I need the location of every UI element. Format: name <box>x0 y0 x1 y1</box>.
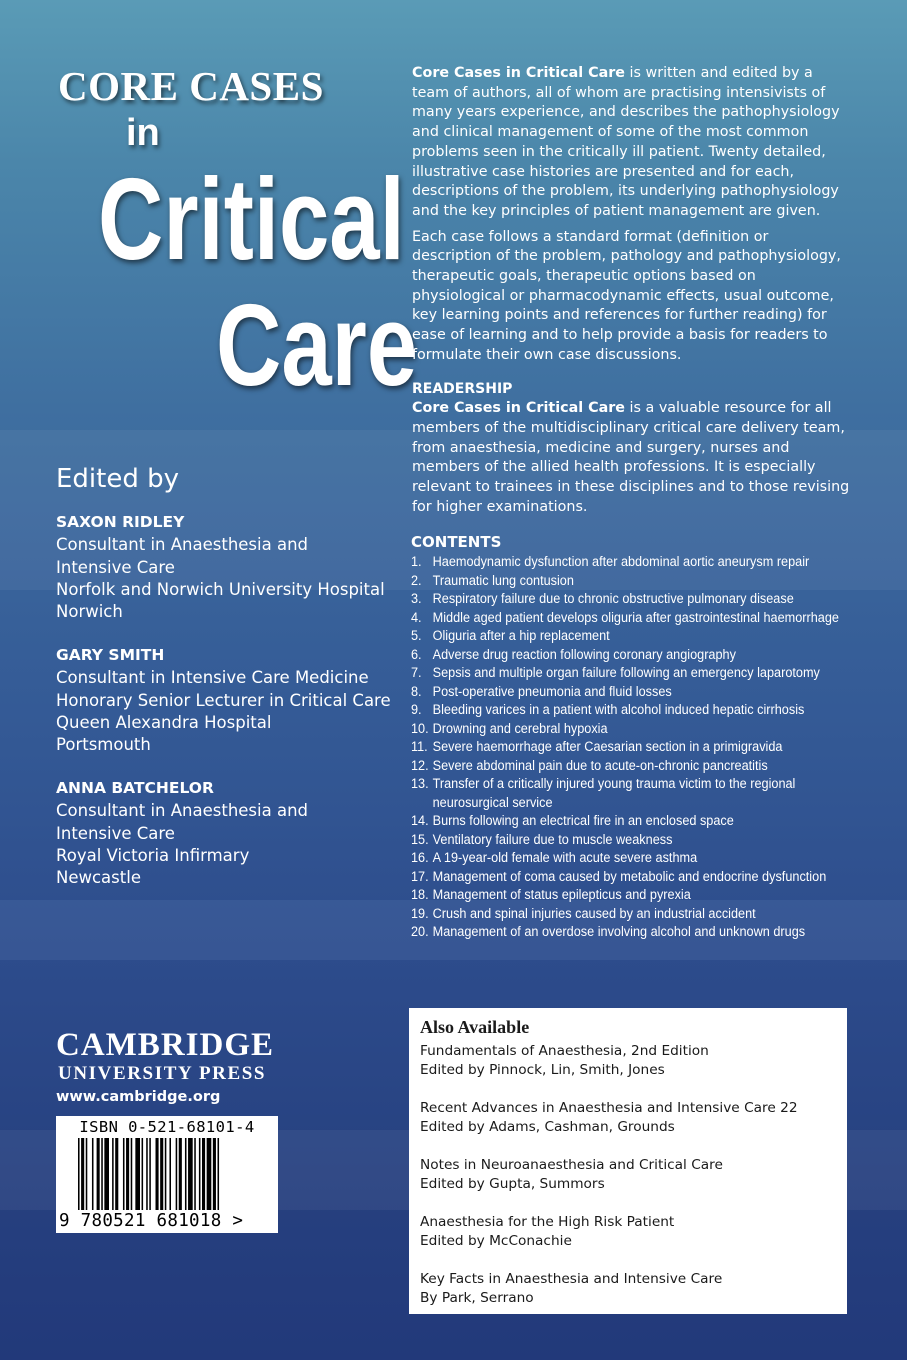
item-text: Severe abdominal pain due to acute-on-chronic pancreatitis <box>432 757 768 773</box>
editor-name: GARY SMITH <box>56 646 165 664</box>
book-title-line: Anaesthesia for the High Risk Patient <box>420 1214 675 1230</box>
title-in: in <box>126 112 160 154</box>
list-item <box>411 868 834 887</box>
publisher-url: www.cambridge.org <box>56 1089 221 1105</box>
item-text: Severe haemorrhage after Caesarian section in a primigravida <box>432 739 783 754</box>
item-number: 20. <box>411 924 429 939</box>
readership-heading: READERSHIP <box>412 380 513 397</box>
isbn-barcode <box>56 1116 278 1233</box>
book-title-line: Fundamentals of Anaesthesia, 2nd Edition <box>420 1043 709 1059</box>
list-item <box>411 720 834 739</box>
item-number: 1. <box>411 554 422 569</box>
item-number: 17. <box>411 868 429 884</box>
item-text: Traumatic lung contusion <box>432 572 574 588</box>
list-item <box>420 1213 847 1250</box>
list-item <box>420 1270 847 1307</box>
item-text: Respiratory failure due to chronic obstructive pulmonary disease <box>432 591 794 606</box>
book-editors-line: Edited by Pinnock, Lin, Smith, Jones <box>420 1061 665 1078</box>
list-item <box>411 849 834 868</box>
list-item <box>411 738 834 757</box>
blurb-text: is written and edited by a team of authors, all of whom are practising intensivists of many years experience, and describes the pathophysiology and clinical management of some of the most common problems seen in the critically ill patient. Twenty detailed, illustrative case histories are presented and for each, descriptions of the problem, its underlying pathophysiology and the key principles of patient management are given. <box>412 65 840 219</box>
item-number: 8. <box>411 683 422 699</box>
list-item <box>420 1042 847 1079</box>
publisher-name: CAMBRIDGE <box>56 1027 275 1063</box>
item-text: Post-operative pneumonia and fluid losses <box>432 683 672 699</box>
item-text: Management of coma caused by metabolic and endocrine dysfunction <box>432 868 827 884</box>
list-item <box>411 664 834 683</box>
item-number: 5. <box>411 628 422 643</box>
list-item <box>411 923 834 942</box>
editor-line: Queen Alexandra Hospital <box>56 712 272 732</box>
publisher-logo <box>56 1027 296 1105</box>
isbn-label: ISBN 0-521-68101-4 <box>79 1118 255 1136</box>
item-text: Transfer of a critically injured young trauma victim to the regional neurosurgical service <box>432 776 796 810</box>
blurb-title-bold: Core Cases in Critical Care <box>412 65 625 81</box>
edited-by-heading: Edited by <box>56 464 180 494</box>
list-item <box>411 553 834 572</box>
title-core-cases: CORE CASES <box>58 63 324 109</box>
blurb-title-bold: Core Cases in Critical Care <box>412 400 625 417</box>
editor-line: Consultant in Anaesthesia and <box>56 801 309 821</box>
editor-line: Royal Victoria Infirmary <box>56 845 250 865</box>
contents-list <box>411 531 861 942</box>
also-available-box <box>409 1008 847 1314</box>
description-blurb <box>412 64 852 523</box>
item-text: Management of an overdose involving alcohol and unknown drugs <box>432 924 806 939</box>
item-number: 9. <box>411 702 422 717</box>
barcode-digits: 9 780521 681018 > <box>59 1211 244 1231</box>
item-number: 4. <box>411 609 422 625</box>
title-critical: Critical <box>98 154 405 284</box>
blurb-paragraph <box>412 64 852 222</box>
item-number: 11. <box>411 739 428 754</box>
book-editors-line: Edited by Gupta, Summors <box>420 1175 605 1192</box>
list-item <box>411 701 834 720</box>
blurb-paragraph <box>412 399 852 517</box>
title-care: Care <box>216 280 418 410</box>
list-item <box>420 1156 847 1193</box>
book-title-line: Notes in Neuroanaesthesia and Critical Care <box>420 1157 723 1173</box>
editor-block <box>56 644 396 756</box>
list-item <box>411 646 834 665</box>
list-item <box>411 831 834 850</box>
editor-line: Norwich <box>56 602 123 622</box>
contents-heading: CONTENTS <box>411 533 502 551</box>
list-item <box>411 812 834 831</box>
book-title-line: Recent Advances in Anaesthesia and Intensive Care 22 <box>420 1100 798 1116</box>
editor-line: Honorary Senior Lecturer in Critical Care <box>56 690 391 710</box>
item-text: Burns following an electrical fire in an enclosed space <box>432 813 734 828</box>
blurb-text: is a valuable resource for all members of the multidisciplinary critical care delivery team, from anaesthesia, medicine and surgery, nurses and members of the allied health professions. It is especially relevant to trainees in these disciplines and to those revising for higher examinations. <box>412 400 850 515</box>
list-item <box>411 905 834 924</box>
item-number: 14. <box>411 813 429 828</box>
editor-line: Portsmouth <box>56 735 151 755</box>
editor-line: Intensive Care <box>56 823 175 843</box>
item-text: Crush and spinal injuries caused by an industrial accident <box>432 905 756 921</box>
item-number: 7. <box>411 665 422 680</box>
item-number: 10. <box>411 720 429 736</box>
editor-block <box>56 777 396 889</box>
editor-line: Consultant in Anaesthesia and <box>56 535 309 555</box>
editor-line: Newcastle <box>56 868 141 888</box>
book-editors-line: Edited by McConachie <box>420 1232 572 1249</box>
list-item <box>411 590 834 609</box>
list-item <box>411 775 827 812</box>
item-number: 16. <box>411 850 429 865</box>
item-text: Oliguria after a hip replacement <box>432 628 610 643</box>
item-number: 19. <box>411 905 429 921</box>
item-text: Management of status epilepticus and pyrexia <box>432 887 691 902</box>
editor-line: Intensive Care <box>56 557 175 577</box>
item-number: 3. <box>411 591 422 606</box>
item-number: 18. <box>411 887 429 902</box>
book-editors-line: By Park, Serrano <box>420 1289 534 1306</box>
editor-line: Consultant in Intensive Care Medicine <box>56 668 369 688</box>
item-text: Middle aged patient develops oliguria after gastrointestinal haemorrhage <box>432 609 839 625</box>
editor-name: ANNA BATCHELOR <box>56 779 214 797</box>
item-text: Ventilatory failure due to muscle weakness <box>432 831 673 847</box>
editor-block <box>56 511 396 623</box>
book-title <box>58 62 418 410</box>
item-number: 6. <box>411 646 422 662</box>
book-editors-line: Edited by Adams, Cashman, Grounds <box>420 1118 675 1135</box>
item-text: A 19-year-old female with acute severe asthma <box>432 850 698 865</box>
item-number: 15. <box>411 831 429 847</box>
list-item <box>411 683 834 702</box>
list-item <box>411 609 839 628</box>
blurb-paragraph: Each case follows a standard format (definition or description of the problem, pathology and pathophysiology, therapeutic goals, therapeutic options based on physiological or pharmacodynamic effects, usual outcome, key learning points and references for further reading) for ease of learning and to help provide a basis for readers to formulate their own case discussions. <box>412 228 841 363</box>
item-number: 12. <box>411 757 429 773</box>
editor-name: SAXON RIDLEY <box>56 513 185 531</box>
barcode-icon <box>78 1138 262 1214</box>
item-number: 13. <box>411 776 429 791</box>
list-item <box>411 572 834 591</box>
list-item <box>420 1099 847 1136</box>
also-available-heading: Also Available <box>420 1017 530 1037</box>
book-title-line: Key Facts in Anaesthesia and Intensive Care <box>420 1271 723 1287</box>
list-item <box>411 627 834 646</box>
list-item <box>411 886 834 905</box>
item-text: Sepsis and multiple organ failure following an emergency laparotomy <box>432 665 820 680</box>
item-text: Haemodynamic dysfunction after abdominal aortic aneurysm repair <box>432 554 810 569</box>
item-text: Bleeding varices in a patient with alcohol induced hepatic cirrhosis <box>432 702 805 717</box>
item-text: Adverse drug reaction following coronary angiography <box>432 646 736 662</box>
item-text: Drowning and cerebral hypoxia <box>432 720 608 736</box>
editor-line: Norfolk and Norwich University Hospital <box>56 579 385 599</box>
item-number: 2. <box>411 572 422 588</box>
list-item <box>411 757 834 776</box>
publisher-subtitle: UNIVERSITY PRESS <box>58 1063 267 1084</box>
